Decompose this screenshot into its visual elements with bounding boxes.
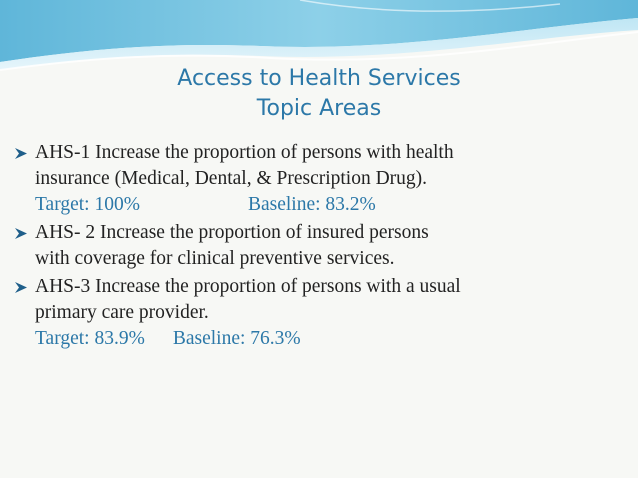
arrow-bullet-icon bbox=[14, 227, 28, 240]
bullet-item-ahs-2 bbox=[14, 220, 624, 272]
bullet-list bbox=[14, 140, 624, 354]
bullet-text: with coverage for clinical preventive services. bbox=[35, 248, 395, 269]
arrow-bullet-icon bbox=[14, 281, 28, 294]
target-value: Target: 83.9% bbox=[35, 328, 145, 349]
bullet-text: primary care provider. bbox=[35, 302, 209, 323]
bullet-text: insurance (Medical, Dental, & Prescription Drug). bbox=[35, 168, 428, 189]
target-value: Target: 100% bbox=[35, 194, 140, 215]
target-baseline-row bbox=[35, 326, 624, 352]
bullet-item-ahs-3 bbox=[14, 274, 624, 352]
baseline-value: Baseline: 83.2% bbox=[247, 194, 376, 215]
baseline-value: Baseline: 76.3% bbox=[172, 328, 301, 349]
arrow-bullet-icon bbox=[14, 147, 28, 160]
bullet-text: AHS- 2 Increase the proportion of insured persons bbox=[35, 222, 429, 243]
bullet-item-ahs-1 bbox=[14, 140, 624, 218]
target-baseline-row bbox=[35, 192, 624, 218]
slide-title-line-1: Access to Health Services bbox=[177, 66, 461, 91]
bullet-text: AHS-3 Increase the proportion of persons with a usual bbox=[35, 276, 461, 297]
slide-title-line-2: Topic Areas bbox=[256, 96, 382, 121]
bullet-text: AHS-1 Increase the proportion of persons with health bbox=[35, 142, 454, 163]
